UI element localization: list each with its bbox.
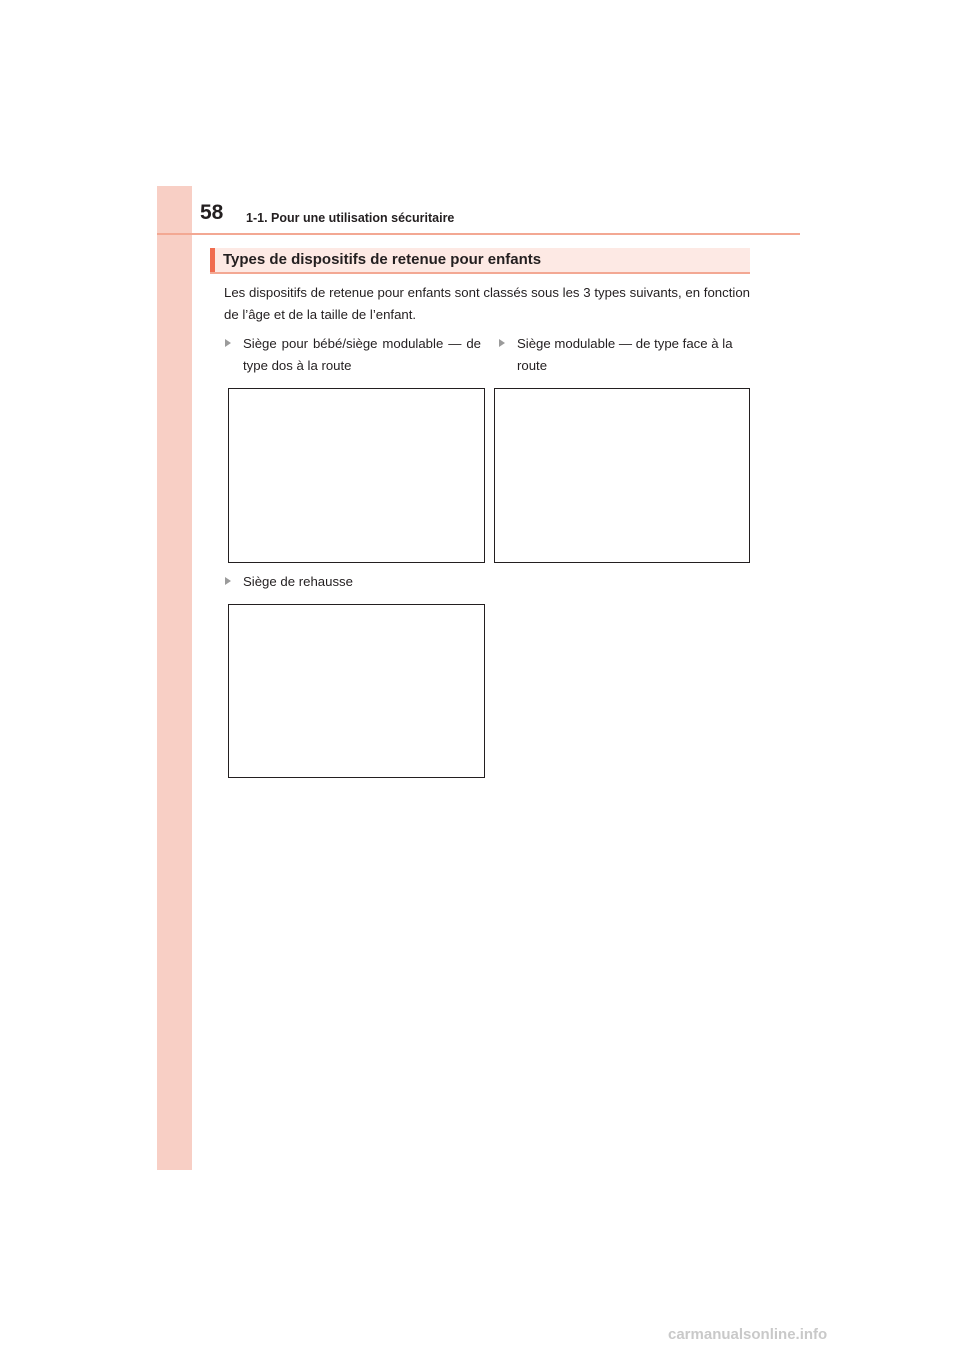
list-item-label: Siège modulable — de type face à la route — [517, 336, 733, 373]
figure-rear-facing-seat — [228, 388, 485, 563]
triangle-bullet-icon — [499, 339, 505, 347]
triangle-bullet-icon — [225, 577, 231, 585]
list-item-label: Siège de rehausse — [243, 574, 353, 589]
section-accent-bar — [210, 248, 215, 272]
list-item-booster-seat — [225, 571, 481, 593]
section-title: Types de dispositifs de retenue pour enfants — [223, 251, 542, 268]
chapter-title: 1-1. Pour une utilisation sécuritaire — [246, 211, 455, 225]
list-item-label: Siège pour bébé/siège modulable — de type dos à la route — [243, 336, 481, 373]
list-item-forward-facing — [499, 333, 747, 377]
header-divider — [157, 233, 800, 235]
figure-booster-seat — [228, 604, 485, 778]
list-item-rear-facing — [225, 333, 481, 377]
page-number: 58 — [200, 201, 224, 224]
triangle-bullet-icon — [225, 339, 231, 347]
section-header — [210, 248, 750, 274]
watermark: carmanualsonline.info — [668, 1326, 828, 1343]
intro-paragraph: Les dispositifs de retenue pour enfants sont classés sous les 3 types suivants, en fonction de l’âge et de la taille de l’enfant. — [224, 285, 750, 322]
side-tab-bar — [157, 186, 192, 1170]
figure-forward-facing-seat — [494, 388, 750, 563]
